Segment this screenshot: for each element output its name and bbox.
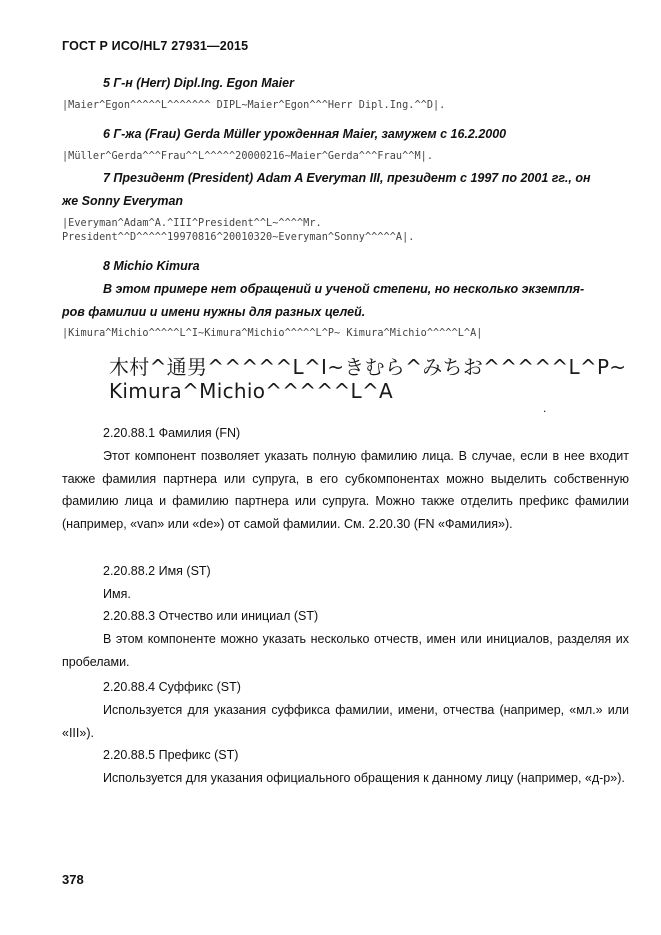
section-given-text: Имя. [103,587,131,601]
example-7-heading-line2: же Sonny Everyman [62,194,184,208]
section-fn-text: Этот компонент позволяет указать полную фамилию лица. В случае, если в нее входит также фамилия партнера или супруга, в его субкомпонентах можно выделить собственную фамилию лица и фамилию партнера или супруга. Можно также отделить префикс фамилии (например, «van» или «de») от самой фамилии. См. 2.20.30 (FN «Фамилия»). [62,449,629,532]
example-8-dot: . [543,401,547,415]
example-8-cjk-line2: Kimura^Michio^^^^^L^A [109,379,394,403]
example-8-note-line2: ров фамилии и имени нужны для разных целей. [62,305,366,319]
section-middle-text: В этом компоненте можно указать несколько отчеств, имен или инициалов, разделяя их пробелами. [62,632,629,669]
section-prefix-text: Используется для указания официального обращения к данному лицу (например, «д-р»). [103,771,625,785]
example-8-heading: 8 Michio Kimura [103,259,200,273]
example-6-heading: 6 Г-жа (Frau) Gerda Müller урожденная Maier, замужем с 16.2.2000 [103,127,507,141]
example-8-cjk-line1: 木村^通男^^^^^L^I~きむら^みちお^^^^^L^P~ [109,355,627,379]
example-5-code: |Maier^Egon^^^^^L^^^^^^^ DIPL~Maier^Egon^^^Herr Dipl.Ing.^^D|. [62,100,446,111]
section-suffix-title: 2.20.88.4 Суффикс (ST) [103,680,241,694]
document-header: ГОСТ Р ИСО/HL7 27931—2015 [62,39,249,53]
section-suffix-text: Используется для указания суффикса фамилии, имени, отчества (например, «мл.» или «III»). [62,703,629,740]
section-fn-title: 2.20.88.1 Фамилия (FN) [103,426,241,440]
example-8-code: |Kimura^Michio^^^^^L^I~Kimura^Michio^^^^^L^P~ Kimura^Michio^^^^^L^A| [62,328,483,339]
section-middle-title: 2.20.88.3 Отчество или инициал (ST) [103,609,319,623]
section-prefix-title: 2.20.88.5 Префикс (ST) [103,748,239,762]
section-given-title: 2.20.88.2 Имя (ST) [103,564,211,578]
example-6-code: |Müller^Gerda^^^Frau^^L^^^^^20000216~Maier^Gerda^^^Frau^^M|. [62,151,434,162]
example-7-code-line2: President^^D^^^^^19970816^20010320~Everyman^Sonny^^^^^A|. [62,232,415,243]
example-7-code-line1: |Everyman^Adam^A.^III^President^^L~^^^^Mr. [62,218,322,229]
example-5-heading: 5 Г-н (Herr) Dipl.Ing. Egon Maier [103,76,294,90]
example-7-heading-line1: 7 Президент (President) Adam A Everyman III, президент с 1997 по 2001 гг., он [103,171,591,185]
example-8-note-line1: В этом примере нет обращений и ученой степени, но несколько экземпля- [103,282,585,296]
page-number: 378 [62,872,84,887]
